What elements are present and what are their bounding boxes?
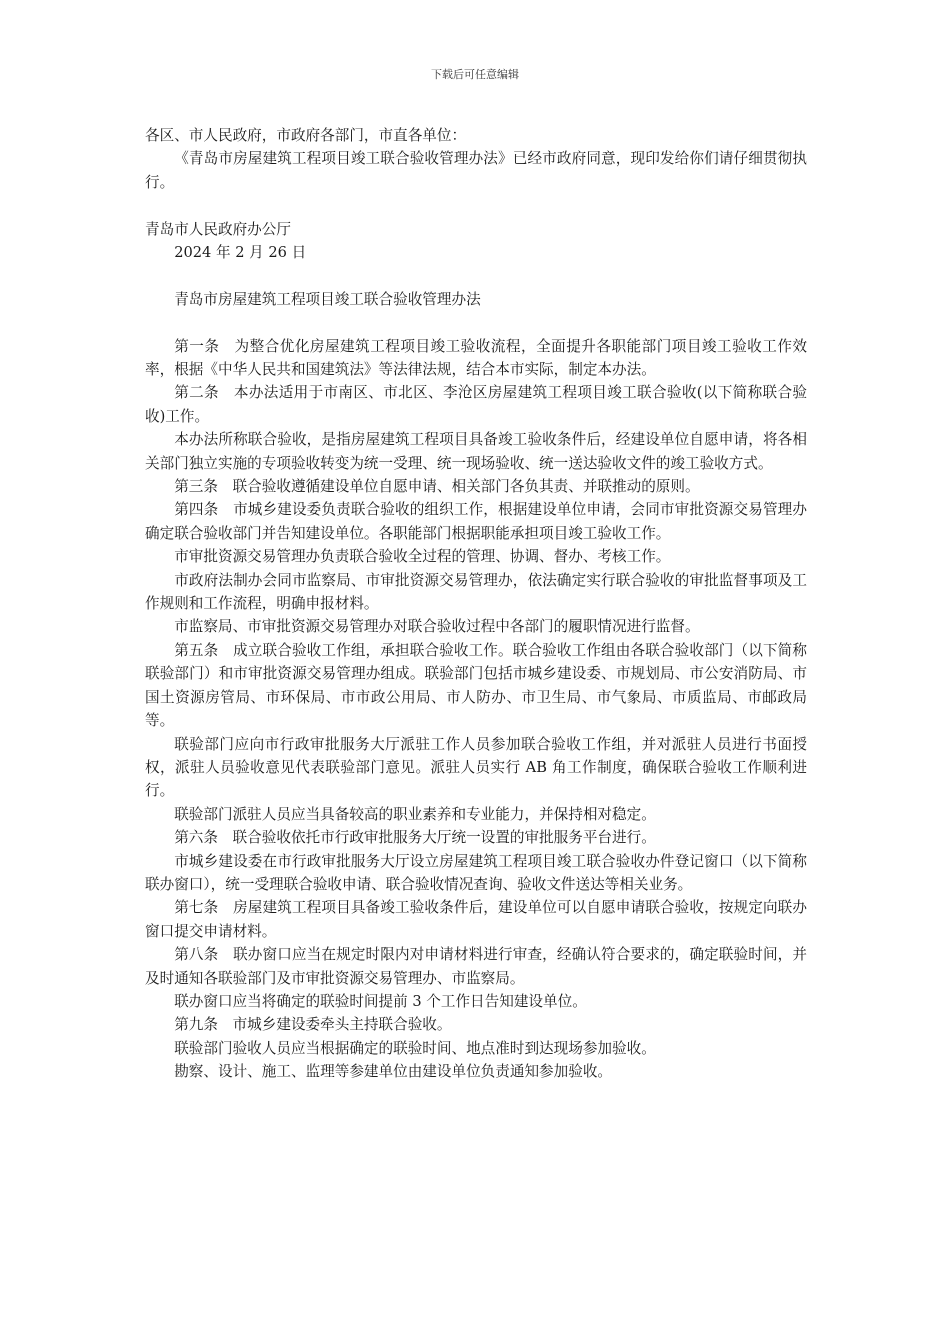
article-4-approval-office: 市审批资源交易管理办负责联合验收全过程的管理、协调、督办、考核工作。 — [174, 548, 671, 566]
article-9: 第九条 市城乡建设委牵头主持联合验收。 — [174, 1016, 452, 1034]
article-4-legal-office: 市政府法制办会同市监察局、市审批资源交易管理办，依法确定实行联合验收的审批监督事项及工作规则和工作流程，明确申报材料。 — [145, 571, 807, 613]
article-5: 第五条 成立联合验收工作组，承担联合验收工作。联合验收工作组由各联合验收部门（以下简称联验部门）和市审批资源交易管理办组成。联验部门包括市城乡建设委、市规划局、市公安消防局、市国土资源房管局、市环保局、市市政公用局、市人防办、市卫生局、市气象局、市质监局、市邮政局等。 — [145, 641, 807, 730]
spacer — [145, 264, 807, 287]
issuer: 青岛市人民政府办公厅 — [145, 220, 291, 238]
article-7: 第七条 房屋建筑工程项目具备竣工验收条件后，建设单位可以自愿申请联合验收，按规定向联办窗口提交申请材料。 — [145, 899, 807, 940]
document-title: 青岛市房屋建筑工程项目竣工联合验收管理办法 — [174, 290, 481, 308]
article-3: 第三条 联合验收遵循建设单位自愿申请、相关部门各负其责、并联推动的原则。 — [174, 478, 700, 496]
article-4: 第四条 市城乡建设委负责联合验收的组织工作，根据建设单位申请，会同市审批资源交易管理办确定联合验收部门并告知建设单位。各职能部门根据职能承担项目竣工验收工作。 — [145, 501, 807, 542]
document-body — [145, 124, 807, 1084]
article-2-definition: 本办法所称联合验收，是指房屋建筑工程项目具备竣工验收条件后，经建设单位自愿申请，将各相关部门独立实施的专项验收转变为统一受理、统一现场验收、统一送达验收文件的竣工验收方式。 — [145, 431, 807, 472]
article-6: 第六条 联合验收依托市行政审批服务大厅统一设置的审批服务平台进行。 — [174, 829, 656, 847]
article-9-attendance: 联验部门验收人员应当根据确定的联验时间、地点准时到达现场参加验收。 — [174, 1039, 656, 1057]
spacer — [145, 311, 807, 334]
article-1: 第一条 为整合优化房屋建筑工程项目竣工验收流程，全面提升各职能部门项目竣工验收工作效率，根据《中华人民共和国建筑法》等法律法规，结合本市实际，制定本办法。 — [145, 337, 807, 379]
article-6-window: 市城乡建设委在市行政审批服务大厅设立房屋建筑工程项目竣工联合验收办件登记窗口（以下简称联办窗口），统一受理联合验收申请、联合验收情况查询、验收文件送达等相关业务。 — [145, 852, 807, 893]
article-5-staffing: 联验部门应向市行政审批服务大厅派驻工作人员参加联合验收工作组，并对派驻人员进行书面授权，派驻人员验收意见代表联验部门意见。派驻人员实行 AB 角工作制度，确保联合验收工作顺利进行。 — [145, 735, 807, 800]
intro-paragraph: 《青岛市房屋建筑工程项目竣工联合验收管理办法》已经市政府同意，现印发给你们请仔细贯彻执行。 — [145, 150, 807, 191]
addressee: 各区、市人民政府，市政府各部门，市直各单位： — [145, 127, 467, 144]
article-8: 第八条 联办窗口应当在规定时限内对申请材料进行审查，经确认符合要求的，确定联验时间，并及时通知各联验部门及市审批资源交易管理办、市监察局。 — [145, 946, 807, 987]
article-4-supervision: 市监察局、市审批资源交易管理办对联合验收过程中各部门的履职情况进行监督。 — [174, 618, 700, 636]
article-8-notice: 联办窗口应当将确定的联验时间提前 3 个工作日告知建设单位。 — [174, 992, 587, 1010]
issue-date: 2024 年 2 月 26 日 — [174, 244, 307, 262]
article-9-participants: 勘察、设计、施工、监理等参建单位由建设单位负责通知参加验收。 — [174, 1063, 613, 1081]
spacer — [145, 194, 807, 217]
page-header: 下载后可任意编辑 — [431, 68, 519, 81]
article-5-stability: 联验部门派驻人员应当具备较高的职业素养和专业能力，并保持相对稳定。 — [174, 805, 656, 823]
article-2: 第二条 本办法适用于市南区、市北区、李沧区房屋建筑工程项目竣工联合验收(以下简称联合验收)工作。 — [145, 384, 807, 425]
